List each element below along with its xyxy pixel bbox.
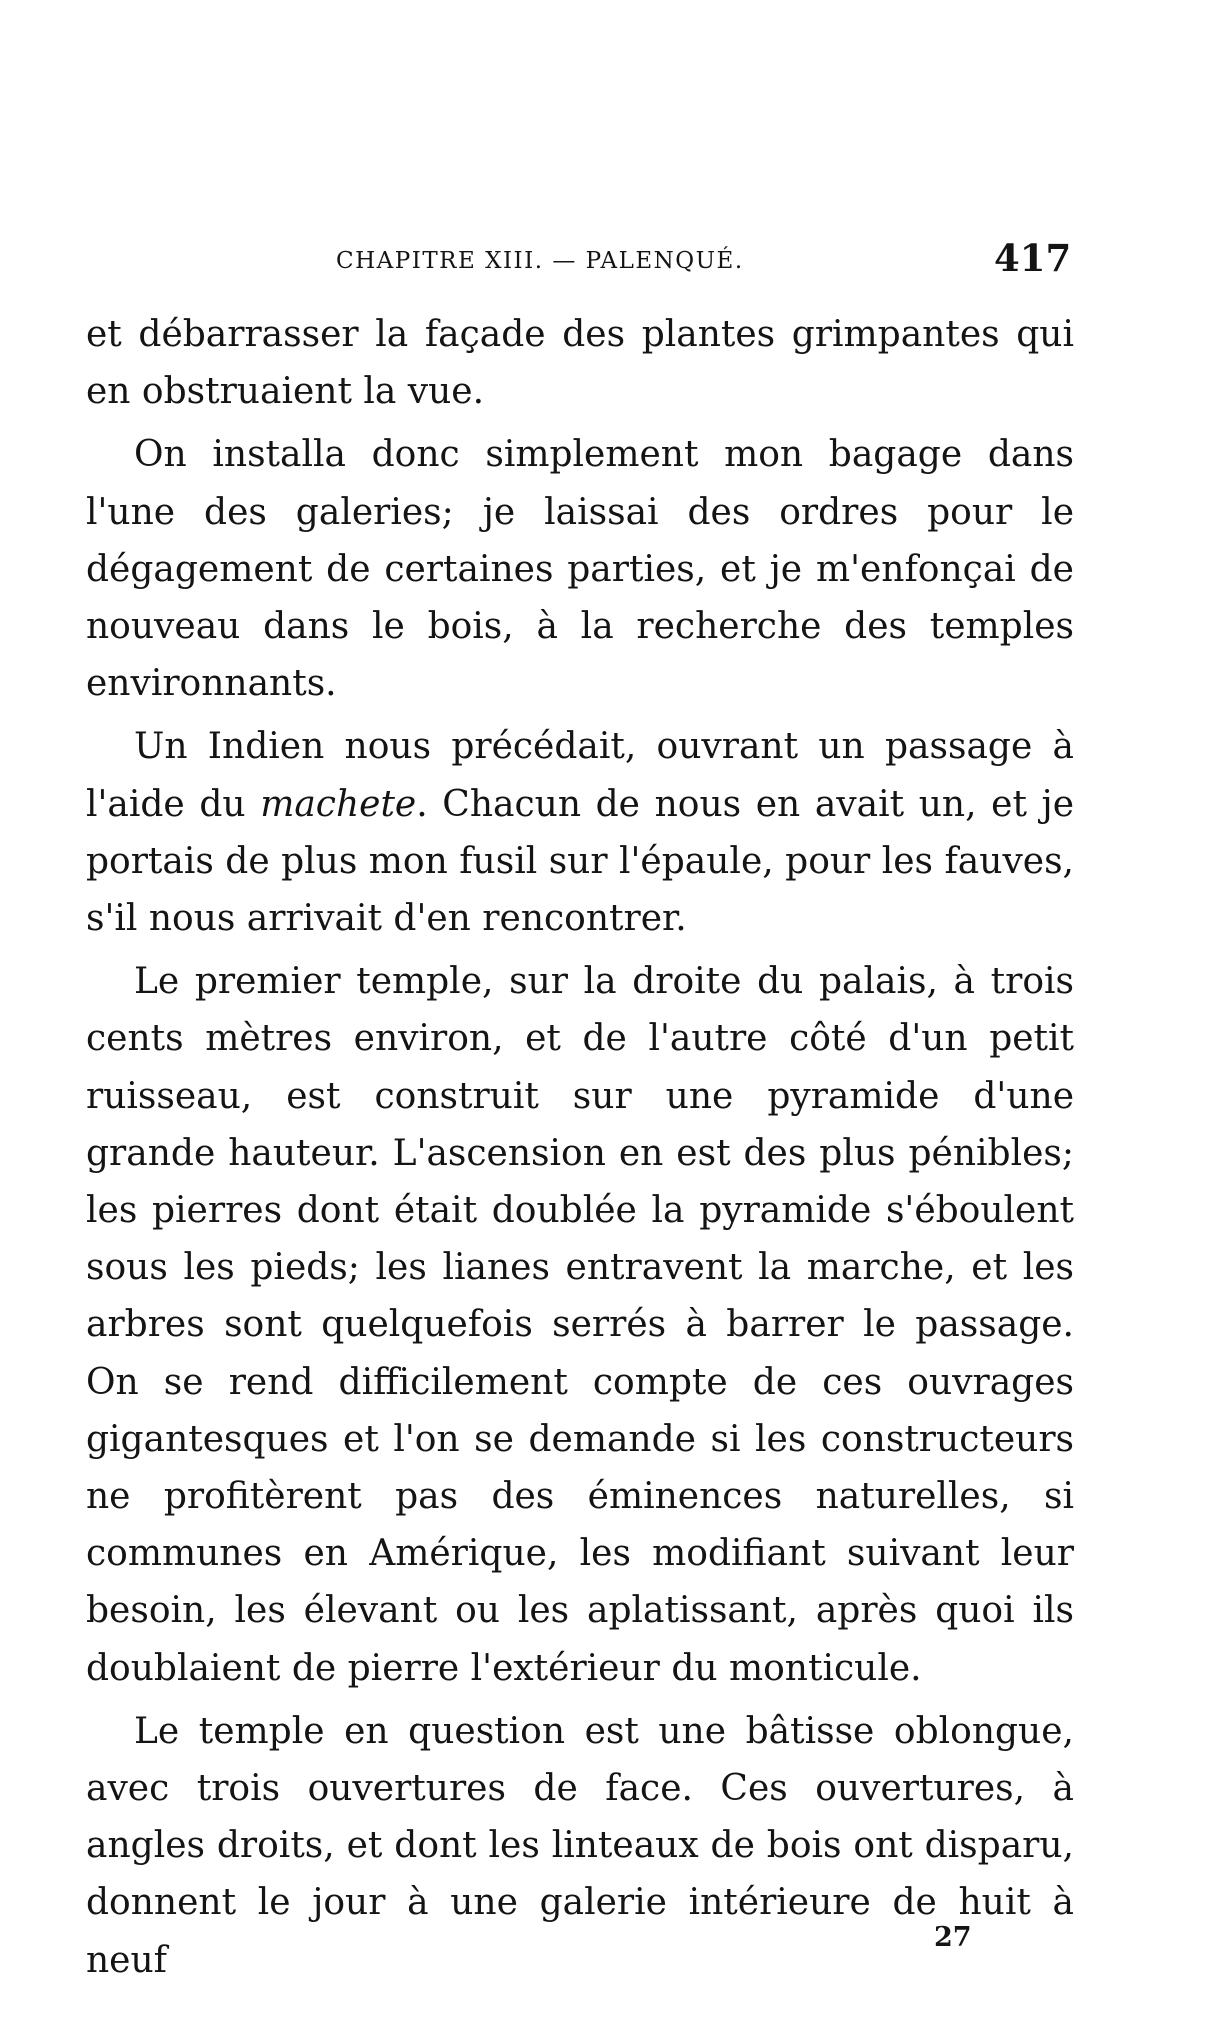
paragraph-3-after: . Chacun de nous en avait un, et je portais de plus mon fusil sur l'épaule, pour les fauves, s'il nous arrivait d'en rencontrer.: [86, 783, 1074, 940]
italic-term: machete: [260, 783, 417, 825]
page-number: 417: [994, 236, 1072, 280]
paragraph-2: On installa donc simplement mon bagage dans l'une des galeries; je laissai des ordres pour le dégagement de certaines parties, et je m'enfonçai de nouveau dans le bois, à la recherche des temples environnants.: [86, 434, 1074, 705]
running-head: CHAPITRE XIII. — PALENQUÉ.: [336, 248, 744, 274]
paragraph-3: [86, 718, 1074, 947]
paragraph-4: Le premier temple, sur la droite du palais, à trois cents mètres environ, et de l'autre côté d'un petit ruisseau, est construit sur une pyramide d'une grande hauteur. L'ascension en est des plus pénibles; les pierres dont était doublée la pyramide s'éboulent sous les pieds; les lianes entravent la marche, et les arbres sont quelquefois serrés à barrer le passage. On se rend difficilement compte de ces ouvrages gigantesques et l'on se demande si les constructeurs ne profitèrent pas des éminences naturelles, si communes en Amérique, les modifiant suivant leur besoin, les élevant ou les aplatissant, après quoi ils doublaient de pierre l'extérieur du monticule.: [86, 961, 1074, 1689]
paragraph-3-before: Un Indien nous précédait, ouvrant un passage à l'aide du: [86, 726, 1074, 825]
signature-mark: 27: [934, 1922, 972, 1953]
paragraph-5: Le temple en question est une bâtisse oblongue, avec trois ouvertures de face. Ces ouvertures, à angles droits, et dont les linteaux de bois ont disparu, donnent le jour à une galerie intérieure de huit à neuf: [86, 1710, 1074, 1981]
paragraph-1: et débarrasser la façade des plantes grimpantes qui en obstruaient la vue.: [86, 314, 1074, 413]
body-text: [86, 306, 1074, 1989]
